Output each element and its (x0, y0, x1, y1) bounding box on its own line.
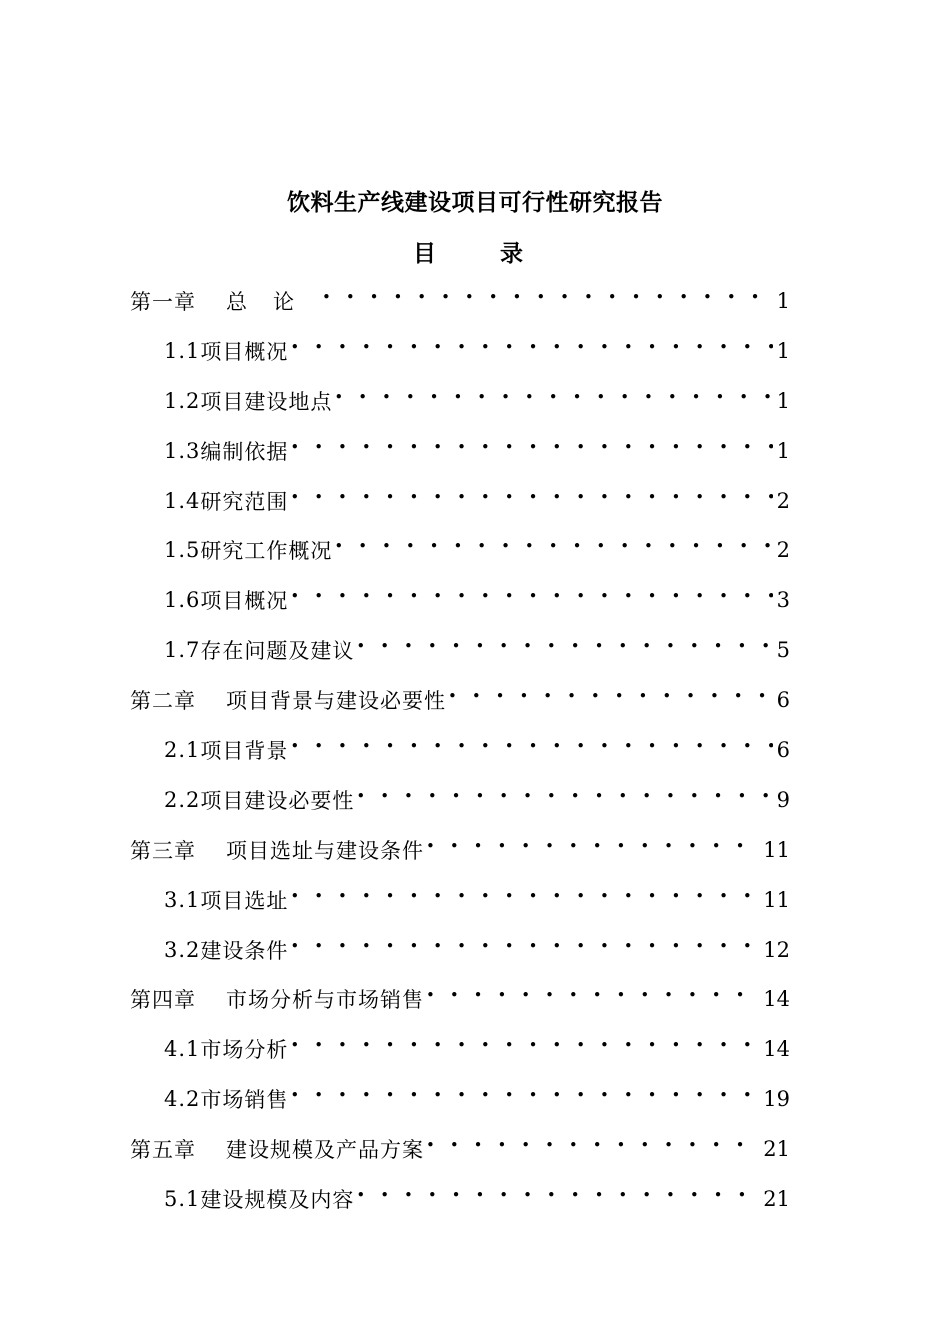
toc-entry-number: 第三章 (130, 838, 196, 863)
toc-entry-label (164, 935, 288, 965)
toc-entry[interactable] (130, 1174, 790, 1224)
toc-entry-title: 项目概况 (200, 589, 289, 614)
toc-entry[interactable] (130, 575, 790, 625)
toc-entry-page-number: 2 (776, 538, 790, 563)
document-title: 饮料生产线建设项目可行性研究报告 (287, 190, 663, 216)
toc-entry-page-number: 11 (763, 837, 790, 862)
toc-entry-number: 1.5 (164, 538, 201, 563)
toc-entry-title: 编制依据 (200, 439, 289, 464)
toc-entry-number: 1.1 (164, 338, 201, 363)
dot-leader (426, 839, 759, 861)
toc-entry-number: 第二章 (130, 689, 196, 714)
toc-entry-title: 项目建设必要性 (200, 788, 355, 813)
toc-entry[interactable] (130, 974, 790, 1024)
toc-entry-title: 项目建设地点 (200, 389, 333, 414)
toc-entry[interactable] (130, 725, 790, 775)
dot-leader (448, 689, 773, 711)
toc-entry-label (164, 885, 288, 915)
dot-leader (290, 440, 772, 462)
toc-entry-page-number: 1 (776, 438, 790, 463)
toc-entry[interactable] (130, 426, 790, 476)
toc-entry-page-number: 1 (776, 388, 790, 413)
toc-entry-label (164, 386, 332, 416)
toc-entry[interactable] (130, 1124, 790, 1174)
toc-entry-title: 市场销售 (200, 1088, 289, 1113)
dot-leader (356, 789, 772, 811)
toc-entry-page-number: 9 (776, 787, 790, 812)
toc-entry-page-number: 5 (776, 638, 790, 663)
toc-entry[interactable] (130, 1074, 790, 1124)
toc-entry-page-number: 2 (776, 488, 790, 513)
toc-entry[interactable] (130, 825, 790, 875)
toc-entry-title: 研究范围 (200, 489, 289, 514)
dot-leader (290, 939, 759, 961)
dot-leader (290, 739, 772, 761)
dot-leader (290, 1088, 759, 1110)
toc-entry-page-number: 19 (763, 1087, 790, 1112)
toc-entry-title: 项目背景 (200, 738, 289, 763)
toc-entry-title: 市场分析 (200, 1038, 289, 1063)
toc-entry-title: 项目背景与建设必要性 (226, 689, 446, 714)
toc-entry[interactable] (130, 276, 790, 326)
toc-entry-title: 总论 (226, 289, 320, 314)
toc-entry-label (164, 635, 354, 665)
toc-entry-page-number: 21 (763, 1137, 790, 1162)
toc-entry-label (130, 835, 424, 865)
toc-entry-page-number: 3 (776, 588, 790, 613)
toc-entry-number: 4.1 (164, 1037, 201, 1062)
toc-entry-label (130, 286, 320, 316)
toc-entry-page-number: 6 (776, 737, 790, 762)
toc-entry-page-number: 14 (763, 987, 790, 1012)
toc-entry-page-number: 6 (776, 688, 790, 713)
toc-entry-title: 研究工作概况 (200, 539, 333, 564)
dot-leader (322, 290, 773, 312)
toc-entry-number: 3.2 (164, 937, 201, 962)
toc-entry-title: 建设条件 (200, 938, 289, 963)
toc-entry-number: 3.1 (164, 887, 201, 912)
toc-entry-number: 1.3 (164, 438, 201, 463)
toc-entry-number: 第五章 (130, 1138, 196, 1163)
toc-entry-page-number: 1 (776, 288, 790, 313)
toc-entry-page-number: 21 (763, 1186, 790, 1211)
toc-entry[interactable] (130, 376, 790, 426)
toc-entry-title: 项目概况 (200, 339, 289, 364)
toc-entry-label (164, 336, 288, 366)
dot-leader (426, 988, 759, 1010)
toc-entry-label (164, 1034, 288, 1064)
toc-heading: 目 录 (412, 241, 551, 267)
toc-entry[interactable] (130, 925, 790, 975)
toc-entry-label (164, 1184, 354, 1214)
toc-entry-label (164, 436, 288, 466)
toc-entry-label (164, 535, 332, 565)
dot-leader (426, 1138, 759, 1160)
dot-leader (356, 639, 772, 661)
toc-entry[interactable] (130, 476, 790, 526)
toc-entry-number: 1.6 (164, 588, 201, 613)
toc-entry-label (164, 735, 288, 765)
dot-leader (290, 589, 772, 611)
toc-entry[interactable] (130, 625, 790, 675)
toc-entry-label (164, 486, 288, 516)
toc-entry-label (164, 1084, 288, 1114)
dot-leader (290, 1038, 759, 1060)
toc-entry-title: 项目选址 (200, 888, 289, 913)
toc-entry-number: 2.1 (164, 737, 201, 762)
toc-entry[interactable] (130, 875, 790, 925)
toc-entry-label (130, 1134, 424, 1164)
toc-entry-page-number: 14 (763, 1037, 790, 1062)
toc-entry-title: 市场分析与市场销售 (226, 988, 424, 1013)
toc-entry-number: 1.4 (164, 488, 201, 513)
toc-entry-page-number: 1 (776, 338, 790, 363)
toc-entry[interactable] (130, 326, 790, 376)
toc-entry-label (130, 984, 424, 1014)
dot-leader (334, 390, 772, 412)
toc-entry-number: 1.2 (164, 388, 201, 413)
toc-entry[interactable] (130, 775, 790, 825)
toc-entry-number: 1.7 (164, 638, 201, 663)
toc-entry[interactable] (130, 1024, 790, 1074)
toc-entry-page-number: 11 (763, 887, 790, 912)
toc-entry-number: 2.2 (164, 787, 201, 812)
toc-entry-label (130, 685, 446, 715)
dot-leader (290, 889, 759, 911)
toc-entry-number: 第一章 (130, 289, 196, 314)
toc-entry-label (164, 585, 288, 615)
toc-entry[interactable] (130, 525, 790, 575)
dot-leader (356, 1188, 759, 1210)
toc-entry-number: 4.2 (164, 1087, 201, 1112)
toc-entry[interactable] (130, 675, 790, 725)
toc-entry-title: 存在问题及建议 (200, 639, 355, 664)
toc-entry-number: 第四章 (130, 988, 196, 1013)
dot-leader (334, 539, 772, 561)
dot-leader (290, 490, 772, 512)
toc-entry-page-number: 12 (763, 937, 790, 962)
dot-leader (290, 340, 772, 362)
toc-entry-title: 项目选址与建设条件 (226, 838, 424, 863)
toc-entry-title: 建设规模及内容 (200, 1187, 355, 1212)
toc-entry-number: 5.1 (164, 1186, 201, 1211)
toc-entry-title: 建设规模及产品方案 (226, 1138, 424, 1163)
toc-entry-label (164, 785, 354, 815)
table-of-contents (130, 276, 790, 1224)
